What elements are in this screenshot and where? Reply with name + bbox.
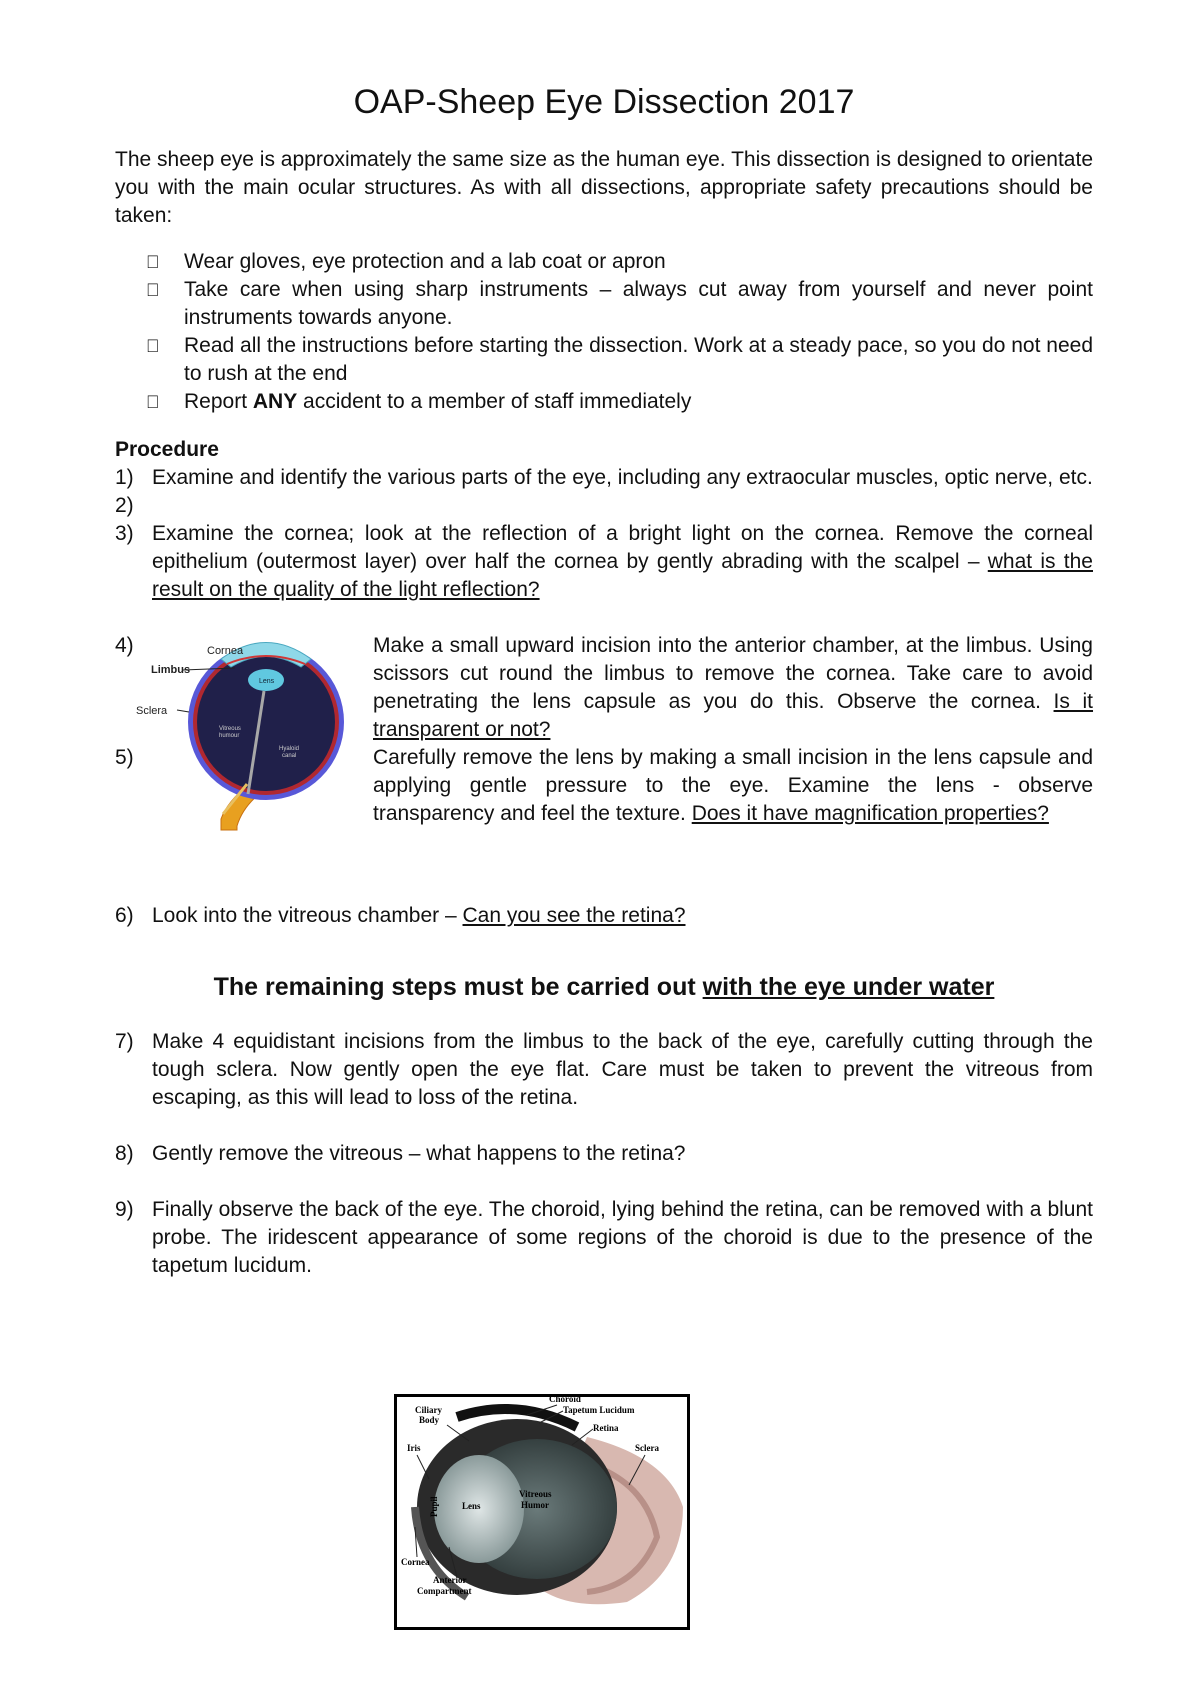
safety-item: Take care when using sharp instruments – always cut away from yourself and never point instruments towards anyone. <box>115 276 1093 332</box>
step-4-text: Make a small upward incision into the anterior chamber, at the limbus. Using scissors cut round the limbus to remove the cornea. Take care to avoid penetrating the lens capsule as you do this. Observe the cornea. Is it transparent or not? <box>373 634 1094 741</box>
photo-label-cornea: Cornea <box>401 1557 430 1567</box>
procedure-step: 8) Gently remove the vitreous – what happens to the retina? <box>115 1142 686 1165</box>
safety-item: Read all the instructions before starting the dissection. Work at a steady pace, so you do not need to rush at the end <box>115 332 1093 388</box>
label-canal: canal <box>282 753 297 759</box>
safety-item: Wear gloves, eye protection and a lab coat or apron <box>115 248 1093 276</box>
step-number: 5) <box>115 746 134 769</box>
label-vitreous: Vitreous <box>219 726 241 732</box>
step-question: Is it transparent or not? <box>373 690 1094 741</box>
label-humour: humour <box>219 733 240 739</box>
procedure-step: 7) Make 4 equidistant incisions from the limbus to the back of the eye, carefully cutting through the tough sclera. Now gently open the eye flat. Care must be taken to prevent the vitreous from escaping, as this will lead to loss of the retina. <box>115 1030 1093 1109</box>
figure-row <box>115 632 1093 902</box>
photo-label-pupil: Pupil <box>429 1496 439 1517</box>
procedure-heading: Procedure <box>115 438 219 461</box>
photo-label-anterior: Anterior <box>433 1575 467 1585</box>
document-page <box>115 80 1093 1280</box>
step-number: 4) <box>115 634 134 657</box>
step-question: what is the result on the quality of the light reflection? <box>152 550 1093 601</box>
safety-item: Report ANY accident to a member of staff immediately <box>115 388 1093 416</box>
procedure-step: 9) Finally observe the back of the eye. The choroid, lying behind the retina, can be removed with a blunt probe. The iridescent appearance of some regions of the choroid is due to the presence of the tapetum lucidum. <box>115 1198 1093 1277</box>
photo-label-lens: Lens <box>462 1501 481 1511</box>
photo-label-choroid: Choroid <box>549 1394 581 1404</box>
step-5-text: Carefully remove the lens by making a small incision in the lens capsule and applying gentle pressure to the eye. Examine the lens - observe transparency and feel the texture. Does it have magnification properties? <box>373 746 1093 825</box>
bullet-icon <box>146 248 160 276</box>
procedure-step: 1) Examine and identify the various parts of the eye, including any extraocular muscles, optic nerve, etc. <box>115 466 1093 489</box>
safety-list <box>115 248 1093 416</box>
eye-diagram <box>136 634 351 829</box>
page-title: OAP-Sheep Eye Dissection 2017 <box>353 83 855 121</box>
steps-4-5-text <box>373 632 1093 828</box>
label-limbus: Limbus <box>151 664 191 676</box>
photo-label-retina: Retina <box>593 1423 619 1433</box>
intro-paragraph: The sheep eye is approximately the same size as the human eye. This dissection is designed to orientate you with the main ocular structures. As with all dissections, appropriate safety precautions should be taken: <box>115 148 1093 227</box>
photo-label-compartment: Compartment <box>417 1586 472 1596</box>
label-lens: Lens <box>259 678 275 685</box>
bullet-icon <box>146 332 160 360</box>
photo-label-ciliary: Ciliary <box>415 1405 442 1415</box>
procedure-step: 2) <box>115 494 134 517</box>
label-sclera: Sclera <box>136 705 168 717</box>
photo-label-humor: Humor <box>521 1500 549 1510</box>
photo-label-sclera: Sclera <box>635 1443 659 1453</box>
photo-label-vitreous: Vitreous <box>519 1489 552 1499</box>
procedure-step: 3) Examine the cornea; look at the reflection of a bright light on the cornea. Remove the corneal epithelium (outermost layer) over half the cornea by gently abrading with the scalpel – what is the result on the quality of the light reflection? <box>115 522 1093 601</box>
bullet-icon <box>146 276 160 304</box>
label-cornea: Cornea <box>207 645 244 657</box>
water-heading: The remaining steps must be carried out with the eye under water <box>213 973 995 1001</box>
bullet-icon <box>146 388 160 416</box>
step-question: Can you see the retina? <box>462 904 686 927</box>
photo-label-iris: Iris <box>407 1443 421 1453</box>
photo-label-tapetum: Tapetum Lucidum <box>563 1405 635 1415</box>
photo-label-body: Body <box>419 1415 440 1425</box>
dissected-eye-photo <box>394 1394 690 1630</box>
step-question: Does it have magnification properties? <box>691 802 1049 825</box>
label-hyaloid: Hyaloid <box>279 746 300 752</box>
procedure-step: 6) Look into the vitreous chamber – Can you see the retina? <box>115 904 686 927</box>
